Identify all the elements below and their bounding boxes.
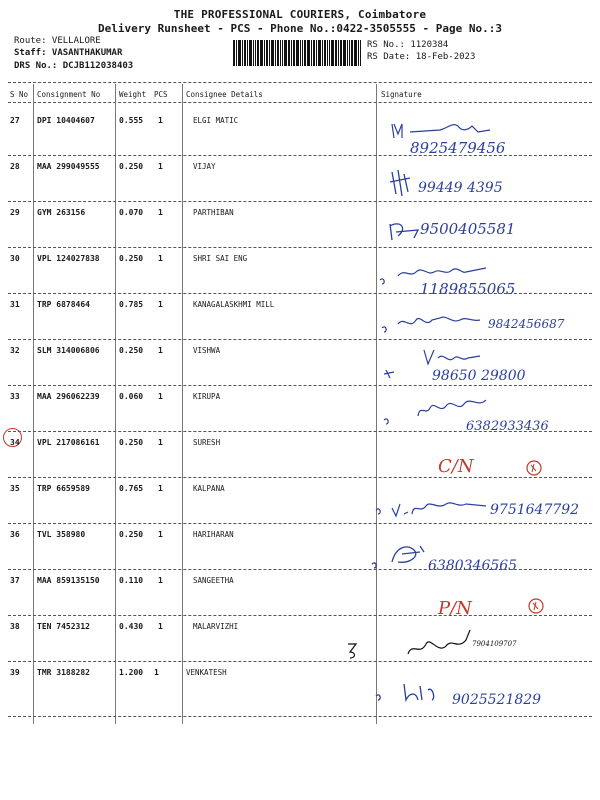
handwritten-signature — [0, 294, 600, 340]
staff-label: Staff: VASANTHAKUMAR — [14, 48, 123, 58]
row-pcs: 1 — [158, 530, 163, 539]
col-signature: Signature — [381, 90, 422, 99]
col-consignee: Consignee Details — [186, 90, 263, 99]
row-sno: 27 — [10, 116, 20, 125]
signature-phone: 6382933436 — [466, 419, 549, 432]
status-mark: P/N — [438, 598, 472, 616]
row-pcs: 1 — [158, 622, 163, 631]
row-weight: 0.250 — [119, 162, 144, 171]
handwritten-signature — [0, 386, 600, 432]
row-weight: 0.060 — [119, 392, 144, 401]
table-row — [0, 616, 600, 662]
row-consignment: VPL 124027838 — [37, 254, 100, 263]
row-sno: 30 — [10, 254, 20, 263]
table-row — [0, 524, 600, 570]
row-divider — [8, 716, 592, 717]
status-mark: C/N — [438, 456, 474, 477]
row-sno: 28 — [10, 162, 20, 171]
row-weight: 0.430 — [119, 622, 144, 631]
handwritten-signature — [0, 570, 600, 616]
signature-phone: 9500405581 — [420, 220, 516, 238]
row-consignee: VISHWA — [193, 346, 221, 355]
row-sno: 31 — [10, 300, 20, 309]
row-consignee: MALARVIZHI — [193, 622, 239, 631]
row-sno: 34 — [10, 438, 20, 447]
row-consignment: TEN 7452312 — [37, 622, 90, 631]
signature-phone: 6380346565 — [428, 558, 518, 570]
row-consignee: ELGI MATIC — [193, 116, 239, 125]
row-consignment: TMR 3188282 — [37, 668, 90, 677]
handwritten-signature — [0, 524, 600, 570]
row-consignee: VENKATESH — [186, 668, 227, 677]
row-consignment: GYM 263156 — [37, 208, 86, 217]
signature-phone: 9842456687 — [488, 317, 565, 331]
handwritten-signature — [0, 110, 600, 156]
table-row — [0, 294, 600, 340]
signature-phone: 8925479456 — [410, 139, 506, 156]
table-row — [0, 156, 600, 202]
company-title: THE PROFESSIONAL COURIERS, Coimbatore — [173, 8, 427, 21]
signature-phone: 99449 4395 — [418, 180, 503, 196]
col-consignment: Consignment No — [37, 90, 101, 99]
handwritten-signature — [0, 248, 600, 294]
row-consignment: MAA 859135150 — [37, 576, 100, 585]
row-consignee: KANAGALASKHMI MILL — [193, 300, 275, 309]
row-consignment: MAA 296062239 — [37, 392, 100, 401]
handwritten-signature — [0, 202, 600, 248]
handwritten-signature — [0, 662, 600, 708]
signature-phone: 1189855065 — [420, 280, 516, 294]
row-sno: 32 — [10, 346, 20, 355]
handwritten-signature — [0, 478, 600, 524]
row-consignee: KIRUPA — [193, 392, 221, 401]
row-consignment: TRP 6878464 — [37, 300, 90, 309]
table-row — [0, 248, 600, 294]
row-consignment: TVL 358980 — [37, 530, 86, 539]
row-consignee: SURESH — [193, 438, 221, 447]
row-weight: 0.785 — [119, 300, 144, 309]
table-row — [0, 570, 600, 616]
table-row — [0, 478, 600, 524]
signature-phone: 9751647792 — [490, 502, 580, 518]
table-row — [0, 662, 600, 708]
row-sno: 36 — [10, 530, 20, 539]
rs-date: RS Date: 18-Feb-2023 — [367, 52, 476, 62]
row-consignee: KALPANA — [193, 484, 225, 493]
row-consignee: VIJAY — [193, 162, 216, 171]
runsheet-subtitle: Delivery Runsheet - PCS - Phone No.:0422-3505555 - Page No.:3 — [98, 22, 502, 35]
table-row — [0, 110, 600, 156]
row-consignee: HARIHARAN — [193, 530, 234, 539]
row-weight: 1.200 — [119, 668, 144, 677]
row-consignment: DPI 10404607 — [37, 116, 95, 125]
row-pcs: 1 — [158, 346, 163, 355]
row-pcs: 1 — [158, 254, 163, 263]
col-sno: S No — [10, 90, 29, 99]
table-row — [0, 386, 600, 432]
row-sno: 29 — [10, 208, 20, 217]
handwritten-signature — [0, 616, 600, 662]
row-pcs: 1 — [158, 438, 163, 447]
table-row — [0, 340, 600, 386]
row-consignment: VPL 217086161 — [37, 438, 100, 447]
row-sno: 38 — [10, 622, 20, 631]
row-pcs: 1 — [158, 116, 163, 125]
row-pcs: 1 — [158, 162, 163, 171]
signature-phone: 98650 29800 — [432, 368, 526, 384]
table-row — [0, 432, 600, 478]
row-weight: 0.070 — [119, 208, 144, 217]
row-weight: 0.250 — [119, 530, 144, 539]
row-sno: 37 — [10, 576, 20, 585]
route-label: Route: VELLALORE — [14, 36, 101, 46]
row-pcs: 1 — [154, 668, 159, 677]
barcode — [233, 40, 361, 66]
row-consignment: SLM 314006806 — [37, 346, 100, 355]
row-sno: 39 — [10, 668, 20, 677]
row-pcs: 1 — [158, 484, 163, 493]
row-consignee: SHRI SAI ENG — [193, 254, 248, 263]
row-pcs: 1 — [158, 208, 163, 217]
row-weight: 0.555 — [119, 116, 144, 125]
table-row — [0, 202, 600, 248]
handwritten-signature — [0, 156, 600, 202]
row-consignment: MAA 299049555 — [37, 162, 100, 171]
row-weight: 0.110 — [119, 576, 144, 585]
handwritten-signature — [0, 340, 600, 386]
row-weight: 0.765 — [119, 484, 144, 493]
col-pcs: PCS — [154, 90, 168, 99]
row-weight: 0.250 — [119, 254, 144, 263]
signature-phone: 7904109707 — [472, 640, 517, 648]
row-weight: 0.250 — [119, 346, 144, 355]
row-sno: 35 — [10, 484, 20, 493]
handwritten-signature — [0, 432, 600, 478]
row-pcs: 1 — [158, 576, 163, 585]
colhead-divider — [8, 102, 592, 103]
signature-phone: 9025521829 — [452, 692, 542, 708]
row-pcs: 1 — [158, 300, 163, 309]
rs-number: RS No.: 1120384 — [367, 40, 449, 50]
row-consignment: TRP 6659589 — [37, 484, 90, 493]
row-consignee: PARTHIBAN — [193, 208, 234, 217]
header-divider — [8, 82, 592, 83]
row-pcs: 1 — [158, 392, 163, 401]
row-sno: 33 — [10, 392, 20, 401]
col-weight: Weight — [119, 90, 147, 99]
drs-label: DRS No.: DCJB112038403 — [14, 61, 134, 71]
row-weight: 0.250 — [119, 438, 144, 447]
row-consignee: SANGEETHA — [193, 576, 234, 585]
